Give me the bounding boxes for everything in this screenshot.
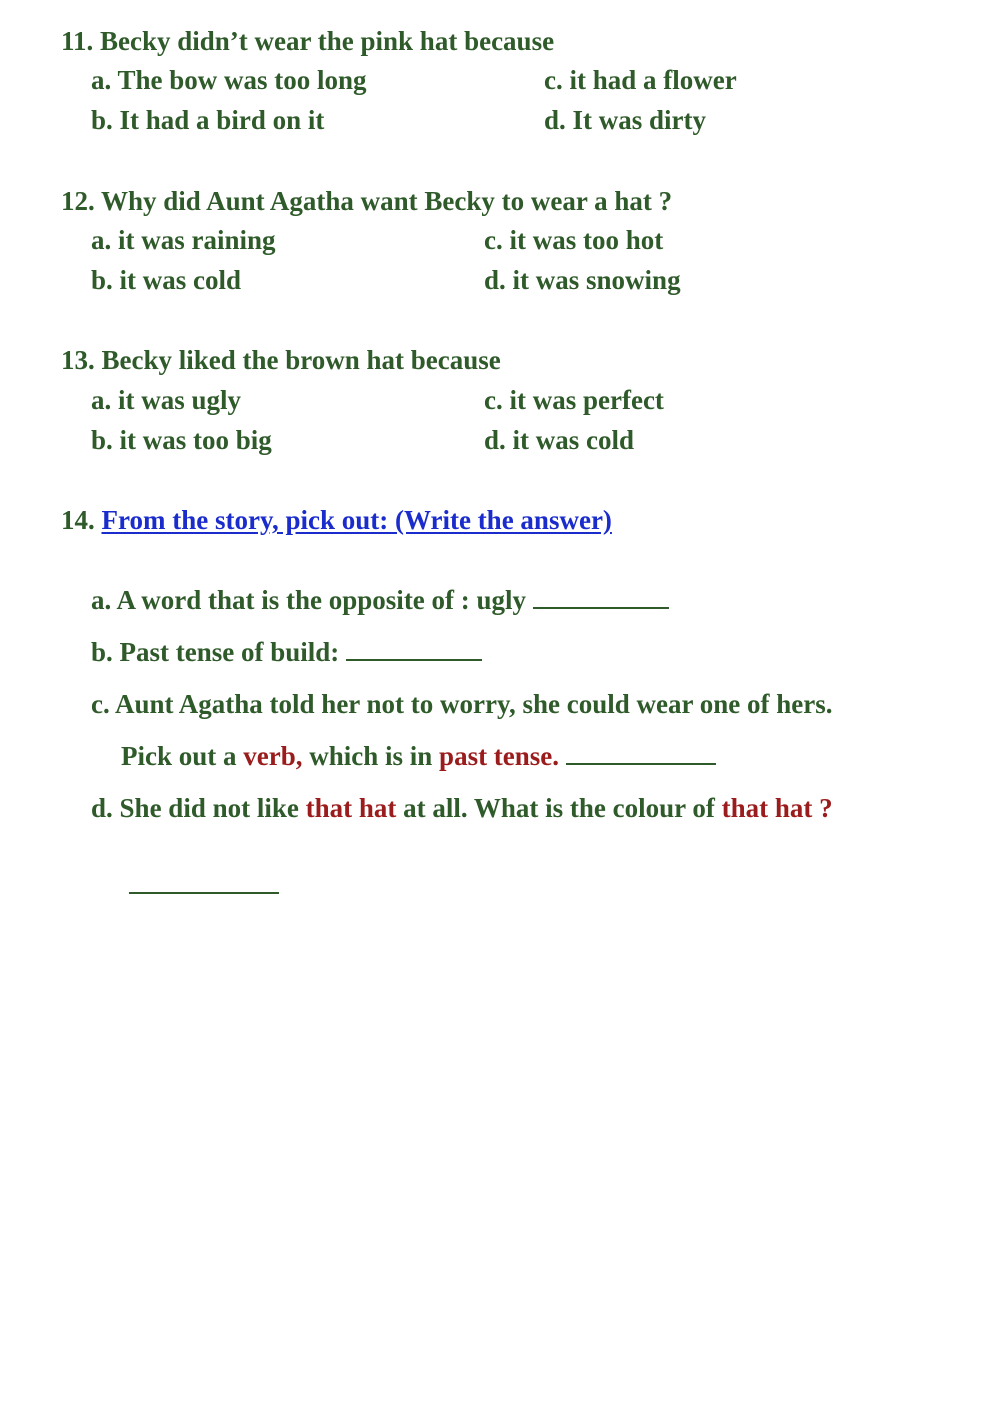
question-number: 13. bbox=[61, 345, 95, 375]
option-12-b bbox=[91, 267, 241, 294]
question-text: Becky didn’t wear the pink hat because bbox=[100, 26, 555, 56]
answer-blank-b[interactable] bbox=[346, 657, 482, 661]
option-13-b bbox=[91, 427, 272, 454]
option-text: it was snowing bbox=[512, 265, 681, 295]
option-label: b. bbox=[91, 425, 113, 455]
question-13 bbox=[61, 347, 501, 374]
item-14-a bbox=[91, 587, 669, 614]
item-text: Aunt Agatha told her not to worry, she could wear one of hers. bbox=[115, 689, 833, 719]
option-label: a. bbox=[91, 225, 112, 255]
option-text: The bow was too long bbox=[117, 65, 367, 95]
option-label: d. bbox=[544, 105, 566, 135]
question-11 bbox=[61, 28, 554, 55]
option-12-c bbox=[484, 227, 663, 254]
option-label: c. bbox=[484, 225, 503, 255]
question-number: 14. bbox=[61, 505, 95, 535]
item-label: b. bbox=[91, 637, 113, 667]
option-text: It was dirty bbox=[572, 105, 707, 135]
item-text: Pick out a bbox=[121, 741, 237, 771]
option-text: it had a flower bbox=[569, 65, 737, 95]
option-12-d bbox=[484, 267, 681, 294]
option-13-a bbox=[91, 387, 241, 414]
option-text: it was too hot bbox=[509, 225, 664, 255]
option-label: a. bbox=[91, 385, 112, 415]
item-text: Past tense of build: bbox=[119, 637, 340, 667]
answer-blank-c[interactable] bbox=[566, 761, 716, 765]
option-11-a bbox=[91, 67, 367, 94]
option-11-c bbox=[544, 67, 737, 94]
item-14-b bbox=[91, 639, 482, 666]
item-text: which is in bbox=[309, 741, 433, 771]
answer-blank-a[interactable] bbox=[533, 605, 669, 609]
item-text: A word that is the opposite of : ugly bbox=[116, 585, 527, 615]
that-hat-highlight: that hat ? bbox=[721, 793, 833, 823]
option-text: it was perfect bbox=[509, 385, 664, 415]
item-text: at all. What is the colour of bbox=[403, 793, 715, 823]
item-label: d. bbox=[91, 793, 113, 823]
option-label: d. bbox=[484, 425, 506, 455]
question-14 bbox=[61, 507, 612, 534]
option-11-b bbox=[91, 107, 324, 134]
item-14-c bbox=[91, 691, 833, 718]
option-text: It had a bird on it bbox=[119, 105, 325, 135]
option-label: a. bbox=[91, 65, 112, 95]
option-label: c. bbox=[544, 65, 563, 95]
instruction-text: From the story, pick out: (Write the answer) bbox=[101, 505, 612, 535]
question-number: 12. bbox=[61, 186, 95, 216]
question-text: Becky liked the brown hat because bbox=[101, 345, 501, 375]
item-label: c. bbox=[91, 689, 110, 719]
option-text: it was cold bbox=[119, 265, 242, 295]
option-text: it was too big bbox=[119, 425, 272, 455]
option-text: it was ugly bbox=[118, 385, 242, 415]
option-label: c. bbox=[484, 385, 503, 415]
item-14-d bbox=[91, 795, 833, 822]
option-text: it was raining bbox=[118, 225, 276, 255]
option-12-a bbox=[91, 227, 276, 254]
option-text: it was cold bbox=[512, 425, 635, 455]
answer-blank-d[interactable] bbox=[129, 890, 279, 894]
option-13-d bbox=[484, 427, 634, 454]
option-label: b. bbox=[91, 105, 113, 135]
that-hat-highlight: that hat bbox=[305, 793, 397, 823]
option-label: d. bbox=[484, 265, 506, 295]
option-11-d bbox=[544, 107, 706, 134]
past-tense-highlight: past tense. bbox=[439, 741, 560, 771]
option-13-c bbox=[484, 387, 664, 414]
item-text: She did not like bbox=[119, 793, 299, 823]
option-label: b. bbox=[91, 265, 113, 295]
question-number: 11. bbox=[61, 26, 94, 56]
question-text: Why did Aunt Agatha want Becky to wear a hat ? bbox=[101, 186, 673, 216]
verb-highlight: verb, bbox=[243, 741, 303, 771]
item-14-c-line2 bbox=[121, 743, 716, 770]
item-14-d-answer-line bbox=[129, 872, 279, 899]
question-12 bbox=[61, 188, 672, 215]
item-label: a. bbox=[91, 585, 112, 615]
